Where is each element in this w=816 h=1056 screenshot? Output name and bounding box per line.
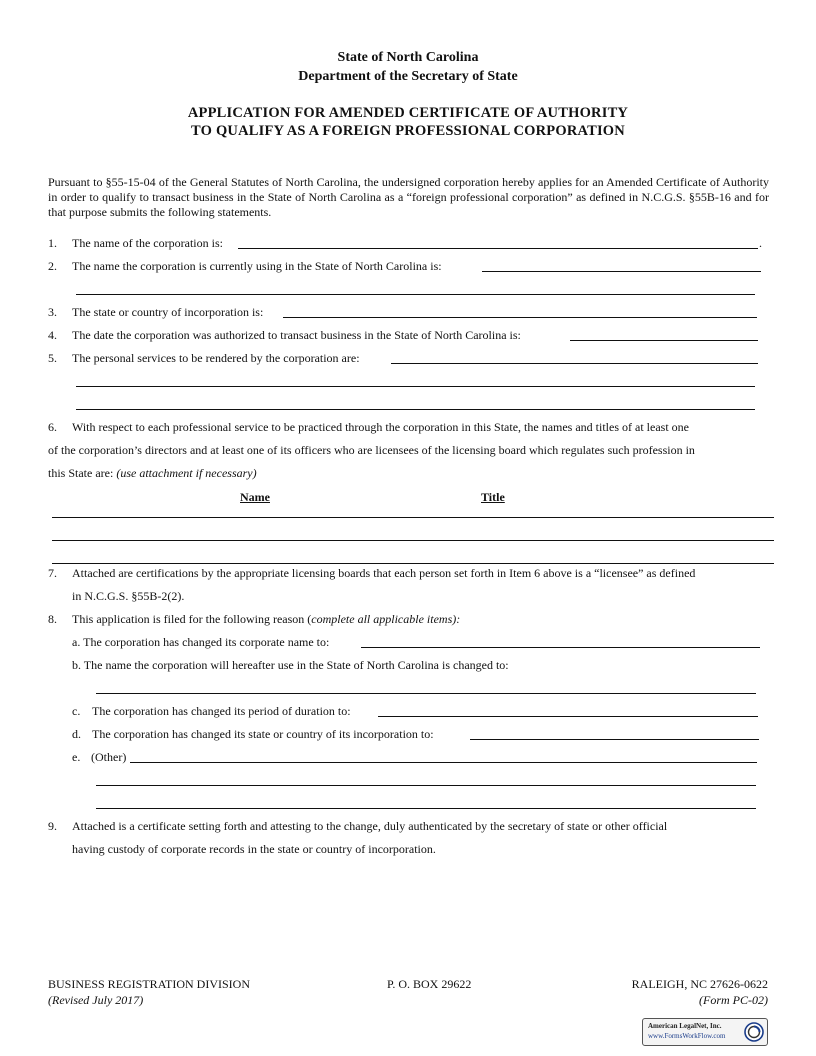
- item-3-number: 3.: [48, 305, 57, 319]
- corporation-name-field[interactable]: [238, 248, 758, 249]
- item-6-line1: With respect to each professional service to be practiced through the corporation in this State, the names and titles of at least one: [72, 420, 689, 434]
- item-7-line2: in N.C.G.S. §55B-2(2).: [72, 589, 185, 603]
- department-heading: Department of the Secretary of State: [298, 69, 518, 84]
- item-8c-letter: c.: [72, 704, 81, 718]
- current-name-field[interactable]: [482, 271, 761, 272]
- officer-row-2-field[interactable]: [52, 540, 774, 541]
- authorization-date-field[interactable]: [570, 340, 758, 341]
- item-1-period: .: [759, 236, 762, 250]
- item-6-line3-text: this State are:: [48, 466, 114, 480]
- item-8-label: [72, 612, 460, 626]
- item-8e-label: (Other): [91, 750, 127, 764]
- item-8d-label: The corporation has changed its state or country of its incorporation to:: [92, 727, 434, 741]
- item-6-line2: of the corporation’s directors and at least one of its officers who are licensees of the licensing board which regulates such profession in: [48, 443, 695, 457]
- footer-division: BUSINESS REGISTRATION DIVISION: [48, 977, 251, 991]
- personal-services-field[interactable]: [391, 363, 758, 364]
- item-7-line1: Attached are certifications by the appropriate licensing boards that each person set forth in Item 6 above is a “licensee” as defined: [72, 566, 696, 580]
- footer-po-box: P. O. BOX 29622: [387, 977, 472, 991]
- vendor-url: www.FormsWorkFlow.com: [648, 1032, 726, 1040]
- title-column-header: Title: [481, 490, 505, 504]
- item-3-label: The state or country of incorporation is:: [72, 305, 264, 319]
- item-2-label: The name the corporation is currently using in the State of North Carolina is:: [72, 259, 442, 273]
- other-reason-field-line2[interactable]: [96, 785, 756, 786]
- item-8a-label: a. The corporation has changed its corporate name to:: [72, 635, 330, 649]
- item-1-number: 1.: [48, 236, 57, 250]
- other-reason-field-line3[interactable]: [96, 808, 756, 809]
- footer-form-number: (Form PC-02): [699, 993, 768, 1007]
- item-1-label: The name of the corporation is:: [72, 236, 223, 250]
- form-title-line2: TO QUALIFY AS A FOREIGN PROFESSIONAL CORPORATION: [191, 123, 625, 139]
- name-column-header: Name: [240, 490, 270, 504]
- form-title-line1: APPLICATION FOR AMENDED CERTIFICATE OF AUTHORITY: [187, 105, 629, 121]
- new-state-of-incorporation-field[interactable]: [470, 739, 759, 740]
- state-of-incorporation-field[interactable]: [283, 317, 757, 318]
- officer-row-1-field[interactable]: [52, 517, 774, 518]
- personal-services-field-line2[interactable]: [76, 386, 755, 387]
- item-5-label: The personal services to be rendered by the corporation are:: [72, 351, 360, 365]
- item-4-label: The date the corporation was authorized to transact business in the State of North Carolina is:: [72, 328, 521, 342]
- item-7-number: 7.: [48, 566, 57, 580]
- period-of-duration-field[interactable]: [378, 716, 758, 717]
- item-6-number: 6.: [48, 420, 57, 434]
- vendor-badge[interactable]: [642, 1018, 768, 1046]
- item-2-number: 2.: [48, 259, 57, 273]
- item-8-text: This application is filed for the following reason (: [72, 612, 312, 626]
- officer-row-3-field[interactable]: [52, 563, 774, 564]
- item-5-number: 5.: [48, 351, 57, 365]
- item-8-instruction: complete all applicable items):: [311, 612, 461, 626]
- personal-services-field-line3[interactable]: [76, 409, 755, 410]
- new-nc-name-field[interactable]: [96, 693, 756, 694]
- vendor-logo-icon: [744, 1022, 764, 1042]
- state-heading: State of North Carolina: [337, 50, 479, 65]
- item-6-attachment-note: (use attachment if necessary): [116, 466, 257, 480]
- intro-paragraph: Pursuant to §55-15-04 of the General Statutes of North Carolina, the undersigned corporation hereby applies for an Amended Certificate of Authority in order to qualify to transact business in the State of North Carolina as a “foreign professional corporation” as defined in N.C.G.S. §55B-16 and for that purpose submits the following statements.: [48, 175, 769, 219]
- new-corporate-name-field[interactable]: [361, 647, 760, 648]
- item-8d-letter: d.: [72, 727, 81, 741]
- other-reason-field[interactable]: [130, 762, 757, 763]
- item-9-line2: having custody of corporate records in the state or country of incorporation.: [72, 842, 436, 856]
- footer-city: RALEIGH, NC 27626-0622: [631, 977, 768, 991]
- footer-revised-date: (Revised July 2017): [48, 993, 144, 1007]
- current-name-field-continued[interactable]: [76, 294, 755, 295]
- item-9-line1: Attached is a certificate setting forth and attesting to the change, duly authenticated by the secretary of state or other official: [72, 819, 668, 833]
- item-8b-label: b. The name the corporation will hereafter use in the State of North Carolina is changed to:: [72, 658, 509, 672]
- item-9-number: 9.: [48, 819, 57, 833]
- item-8-number: 8.: [48, 612, 57, 626]
- item-8c-label: The corporation has changed its period of duration to:: [92, 704, 351, 718]
- item-8e-letter: e.: [72, 750, 81, 764]
- item-6-line3: [48, 466, 257, 480]
- vendor-name: American LegalNet, Inc.: [648, 1022, 722, 1030]
- item-4-number: 4.: [48, 328, 57, 342]
